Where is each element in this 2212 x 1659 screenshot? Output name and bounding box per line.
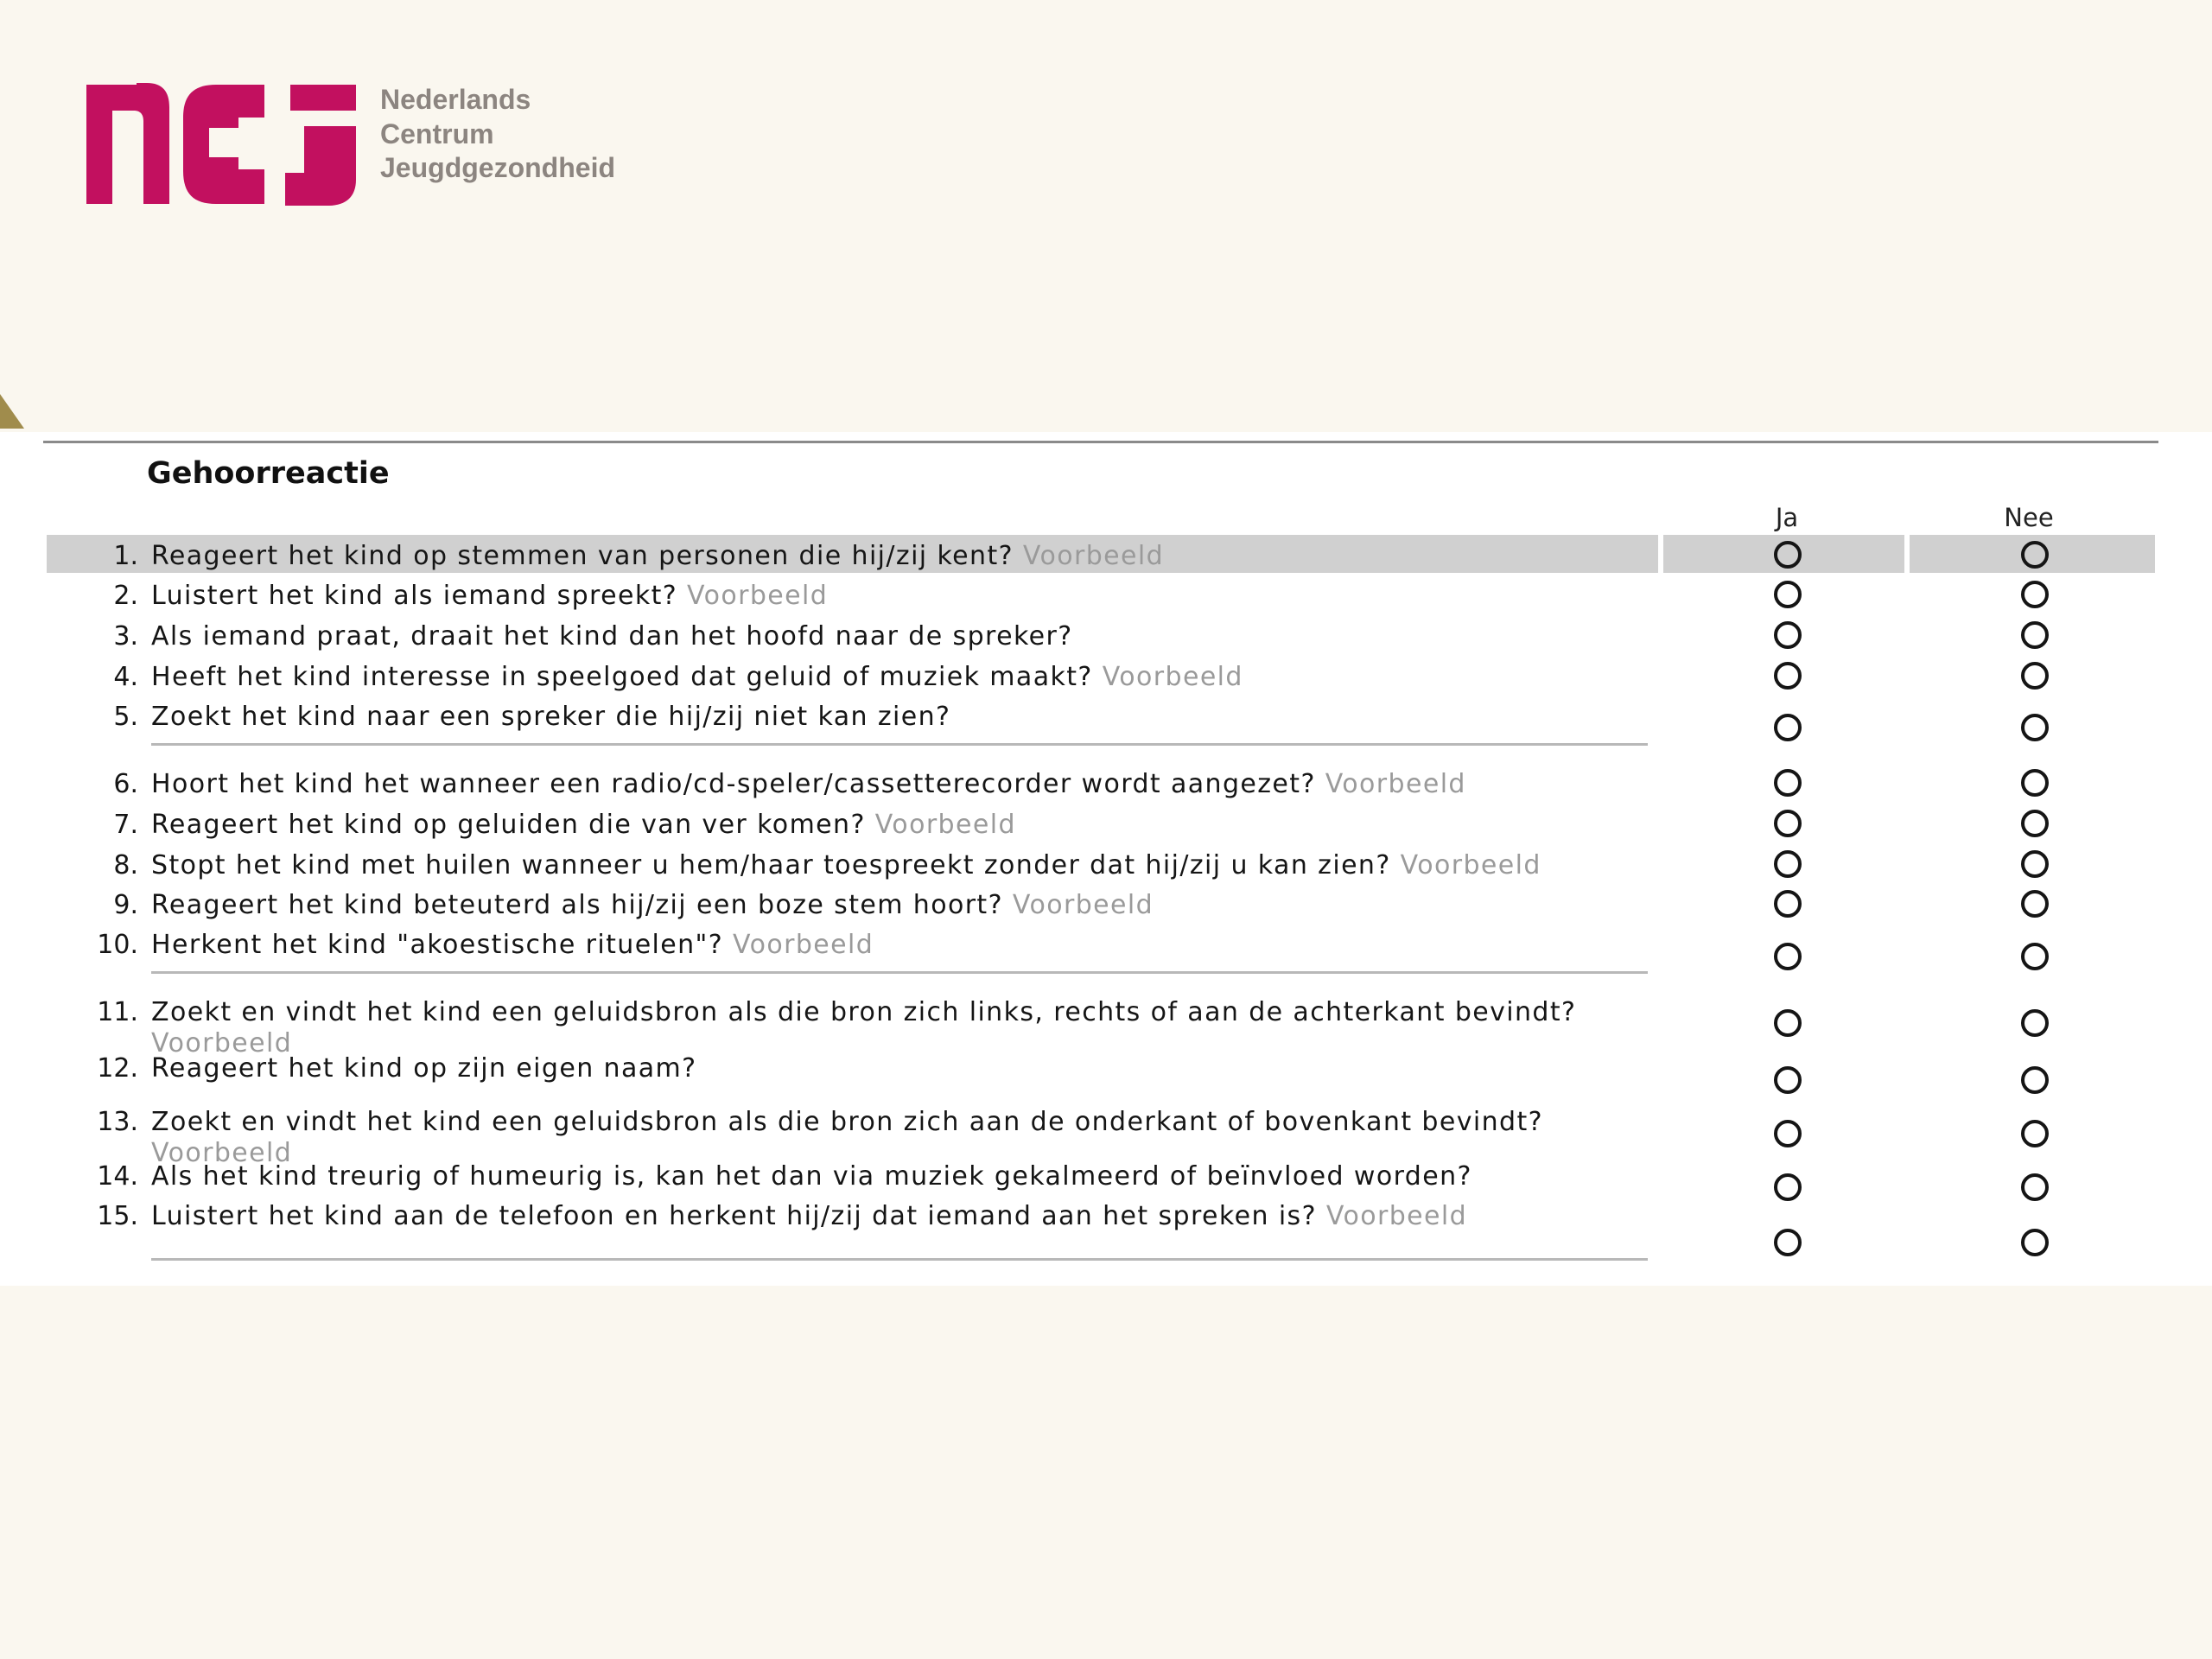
- question-text: [151, 541, 1577, 572]
- question-label: Als iemand praat, draait het kind dan het hoofd naar de spreker?: [151, 621, 1073, 652]
- logo-line-1: Nederlands: [380, 84, 531, 115]
- question-label: Heeft het kind interesse in speelgoed dat geluid of muziek maakt?: [151, 662, 1093, 692]
- radio-nee[interactable]: [2021, 769, 2049, 797]
- radio-ja[interactable]: [1774, 890, 1802, 918]
- question-number: 5.: [113, 702, 138, 732]
- radio-ja[interactable]: [1774, 541, 1802, 569]
- example-link[interactable]: Voorbeeld: [687, 581, 829, 611]
- question-text: [151, 662, 1577, 693]
- question-text: [151, 769, 1577, 800]
- radio-nee[interactable]: [2021, 810, 2049, 837]
- radio-nee[interactable]: [2021, 541, 2049, 569]
- question-number: 2.: [113, 581, 138, 611]
- question-label: Luistert het kind aan de telefoon en herkent hij/zij dat iemand aan het spreken is?: [151, 1201, 1317, 1231]
- question-label: Reageert het kind op geluiden die van ver komen?: [151, 810, 866, 840]
- question-text: [151, 850, 1577, 881]
- radio-nee[interactable]: [2021, 1229, 2049, 1256]
- radio-ja[interactable]: [1774, 1173, 1802, 1201]
- radio-ja[interactable]: [1774, 1120, 1802, 1147]
- radio-ja[interactable]: [1774, 1229, 1802, 1256]
- question-number: 14.: [97, 1161, 138, 1192]
- question-text: [151, 890, 1577, 921]
- question-label: Zoekt het kind naar een spreker die hij/zij niet kan zien?: [151, 702, 951, 732]
- radio-ja[interactable]: [1774, 581, 1802, 608]
- radio-nee[interactable]: [2021, 714, 2049, 741]
- group-divider: [151, 1258, 1648, 1261]
- logo-line-3: Jeugdgezondheid: [380, 152, 615, 183]
- radio-nee[interactable]: [2021, 581, 2049, 608]
- question-number: 7.: [113, 810, 138, 840]
- radio-nee[interactable]: [2021, 850, 2049, 878]
- question-number: 3.: [113, 621, 138, 652]
- question-number: 11.: [97, 997, 138, 1027]
- ncj-logo-mark: [86, 83, 361, 206]
- question-label: Luistert het kind als iemand spreekt?: [151, 581, 678, 611]
- radio-nee[interactable]: [2021, 1120, 2049, 1147]
- question-number: 9.: [113, 890, 138, 920]
- example-link[interactable]: Voorbeeld: [1012, 890, 1154, 920]
- radio-nee[interactable]: [2021, 1009, 2049, 1037]
- top-divider: [43, 441, 2158, 443]
- question-number: 1.: [113, 541, 138, 571]
- question-label: Stopt het kind met huilen wanneer u hem/haar toespreekt zonder dat hij/zij u kan zien?: [151, 850, 1391, 880]
- radio-ja[interactable]: [1774, 1009, 1802, 1037]
- example-link[interactable]: Voorbeeld: [1400, 850, 1541, 880]
- column-header-ja: Ja: [1775, 503, 1799, 532]
- example-link[interactable]: Voorbeeld: [1022, 541, 1165, 571]
- radio-ja[interactable]: [1774, 810, 1802, 837]
- example-link[interactable]: Voorbeeld: [151, 1028, 293, 1058]
- group-divider: [151, 743, 1648, 746]
- radio-ja[interactable]: [1774, 621, 1802, 649]
- radio-nee[interactable]: [2021, 1066, 2049, 1094]
- radio-ja[interactable]: [1774, 850, 1802, 878]
- example-link[interactable]: Voorbeeld: [733, 930, 874, 960]
- question-number: 12.: [97, 1053, 138, 1084]
- logo-line-2: Centrum: [380, 118, 494, 149]
- question-text: [151, 1201, 1577, 1232]
- question-text: [151, 997, 1577, 1059]
- highlight-gap: [1658, 535, 1663, 573]
- highlight-gap: [1904, 535, 1910, 573]
- radio-ja[interactable]: [1774, 769, 1802, 797]
- radio-nee[interactable]: [2021, 621, 2049, 649]
- question-label: Hoort het kind het wanneer een radio/cd-speler/cassetterecorder wordt aangezet?: [151, 769, 1316, 799]
- question-label: Zoekt en vindt het kind een geluidsbron als die bron zich aan de onderkant of bovenkant bevindt?: [151, 1107, 1543, 1137]
- question-label: Als het kind treurig of humeurig is, kan het dan via muziek gekalmeerd of beïnvloed worden?: [151, 1161, 1472, 1192]
- question-number: 13.: [97, 1107, 138, 1137]
- logo-text: [380, 83, 615, 186]
- questionnaire-panel: [0, 432, 2212, 1286]
- group-divider: [151, 971, 1648, 974]
- example-link[interactable]: Voorbeeld: [1102, 662, 1243, 692]
- question-text: [151, 1107, 1577, 1169]
- radio-ja[interactable]: [1774, 943, 1802, 970]
- question-label: Reageert het kind op zijn eigen naam?: [151, 1053, 697, 1084]
- example-link[interactable]: Voorbeeld: [1325, 769, 1466, 799]
- question-number: 4.: [113, 662, 138, 692]
- question-label: Zoekt en vindt het kind een geluidsbron als die bron zich links, rechts of aan de achterkant bevindt?: [151, 997, 1577, 1027]
- question-label: Herkent het kind "akoestische rituelen"?: [151, 930, 724, 960]
- question-number: 10.: [97, 930, 138, 960]
- radio-nee[interactable]: [2021, 890, 2049, 918]
- radio-ja[interactable]: [1774, 662, 1802, 690]
- example-link[interactable]: Voorbeeld: [151, 1138, 293, 1168]
- example-link[interactable]: Voorbeeld: [1325, 1201, 1468, 1231]
- question-text: [151, 1161, 1577, 1192]
- radio-nee[interactable]: [2021, 662, 2049, 690]
- corner-accent: [0, 394, 24, 429]
- question-number: 15.: [97, 1201, 138, 1231]
- section-title: Gehoorreactie: [147, 456, 390, 491]
- question-label: Reageert het kind beteuterd als hij/zij een boze stem hoort?: [151, 890, 1003, 920]
- question-number: 8.: [113, 850, 138, 880]
- example-link[interactable]: Voorbeeld: [874, 810, 1016, 840]
- column-header-nee: Nee: [2004, 503, 2054, 532]
- question-text: [151, 581, 1577, 612]
- radio-nee[interactable]: [2021, 943, 2049, 970]
- radio-ja[interactable]: [1774, 714, 1802, 741]
- radio-nee[interactable]: [2021, 1173, 2049, 1201]
- question-text: [151, 1053, 1577, 1084]
- question-text: [151, 702, 1577, 733]
- question-text: [151, 930, 1577, 961]
- question-text: [151, 621, 1577, 652]
- question-label: Reageert het kind op stemmen van personen die hij/zij kent?: [151, 541, 1014, 571]
- page-background: [0, 1286, 2212, 1659]
- radio-ja[interactable]: [1774, 1066, 1802, 1094]
- question-number: 6.: [113, 769, 138, 799]
- question-text: [151, 810, 1577, 841]
